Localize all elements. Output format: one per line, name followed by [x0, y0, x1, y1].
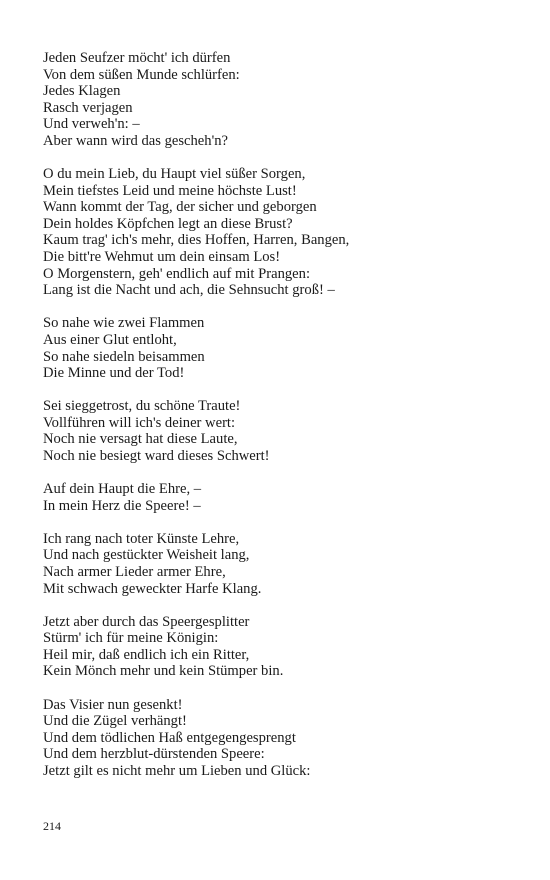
poem-line: Rasch verjagen	[43, 99, 133, 116]
stanza	[43, 398, 523, 464]
poem-line: Heil mir, daß endlich ich ein Ritter,	[43, 646, 250, 663]
poem-line: Jeden Seufzer möcht' ich dürfen	[43, 50, 231, 66]
page-number: 214	[43, 819, 61, 833]
poem-line: Stürm' ich für meine Königin:	[43, 630, 219, 647]
poem-line: Wann kommt der Tag, der sicher und geborgen	[43, 199, 317, 216]
poem-line: Von dem süßen Munde schlürfen:	[43, 66, 240, 83]
poem-line: Mit schwach geweckter Harfe Klang.	[43, 580, 262, 597]
poem-line: Und verweh'n: –	[43, 116, 140, 133]
stanza	[43, 481, 523, 514]
poem-line: O du mein Lieb, du Haupt viel süßer Sorgen,	[43, 166, 306, 183]
poem-line: Aus einer Glut entloht,	[43, 331, 177, 348]
poem-line: Das Visier nun gesenkt!	[43, 696, 183, 713]
poem-line: Vollführen will ich's deiner wert:	[43, 414, 236, 431]
poem-line: Aber wann wird das gescheh'n?	[43, 132, 228, 149]
poem-line: Und die Zügel verhängt!	[43, 713, 187, 730]
poem-line: Dein holdes Köpfchen legt an diese Brust?	[43, 215, 293, 232]
poem-line: Jetzt aber durch das Speergesplitter	[43, 613, 250, 630]
stanza	[43, 697, 523, 780]
stanza	[43, 166, 523, 299]
poem-line: So nahe siedeln beisammen	[43, 348, 205, 365]
poem-line: Jetzt gilt es nicht mehr um Lieben und Glück:	[43, 762, 311, 779]
poem-line: In mein Herz die Speere! –	[43, 497, 201, 514]
poem-line: So nahe wie zwei Flammen	[43, 315, 205, 332]
poem-line: Kaum trag' ich's mehr, dies Hoffen, Harren, Bangen,	[43, 232, 350, 249]
poem-line: Die Minne und der Tod!	[43, 365, 185, 382]
poem-line: Und nach gestückter Weisheit lang,	[43, 547, 250, 564]
poem-line: Kein Mönch mehr und kein Stümper bin.	[43, 663, 284, 680]
poem-line: Ich rang nach toter Künste Lehre,	[43, 530, 240, 547]
poem-line: Nach armer Lieder armer Ehre,	[43, 563, 226, 580]
poem-line: Und dem tödlichen Haß entgegengesprengt	[43, 729, 296, 746]
stanza	[43, 531, 523, 597]
poem-text	[43, 50, 523, 796]
poem-line: Und dem herzblut-dürstenden Speere:	[43, 746, 265, 763]
poem-line: Auf dein Haupt die Ehre, –	[43, 481, 202, 498]
poem-line: Noch nie versagt hat diese Laute,	[43, 431, 238, 448]
poem-line: Noch nie besiegt ward dieses Schwert!	[43, 447, 270, 464]
poem-line: Die bitt're Wehmut um dein einsam Los!	[43, 249, 281, 266]
poem-line: Jedes Klagen	[43, 83, 121, 100]
stanza	[43, 614, 523, 680]
poem-line: Lang ist die Nacht und ach, die Sehnsucht groß! –	[43, 282, 335, 299]
poem-line: Mein tiefstes Leid und meine höchste Lust!	[43, 182, 297, 199]
poem-line: Sei sieggetrost, du schöne Traute!	[43, 398, 241, 415]
poem-line: O Morgenstern, geh' endlich auf mit Prangen:	[43, 265, 311, 282]
stanza	[43, 50, 523, 150]
stanza	[43, 315, 523, 381]
